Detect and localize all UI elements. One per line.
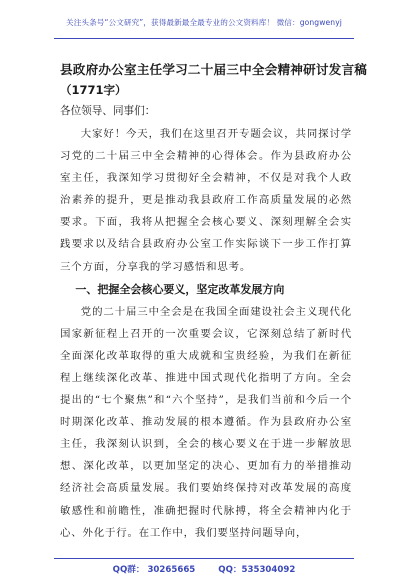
section-1-paragraph: 党的二十届三中全会是在我国全面建设社会主义现代化国家新征程上召开的一次重要会议，它深刻总结了新时代全面深化改革取得的重大成就和宝贵经验，为我们在新征程上继续深化改革、推进中国式现代化指明了方向。全会提出的“七个聚焦”和“六个坚持”，是我们当前和今后一个时期深化改革、推动发展的根本遵循。作为县政府办公室主任，我深刻认识到，全会的核心要义在于进一步解放思想、深化改革，以更加坚定的决心、更加有力的举措推动经济社会高质量发展。我们要始终保持对改革发展的高度敏感性和前瞻性，准确把握时代脉搏，将全会精神内化于心、外化于行。在工作中，我们要坚持问题导向， — [60, 305, 352, 539]
footer-qq-group: QQ群： 30265665 — [112, 565, 196, 575]
document-body — [60, 61, 368, 544]
header-divider — [54, 38, 354, 39]
document-title: 县政府办公室主任学习二十届三中全会精神研讨发言稿 — [60, 62, 368, 77]
footer-qq-number: QQ：535304092 — [218, 565, 296, 575]
header-promo-note: 关注头条号“公文研究”，获得最新最全最专业的公文资料库！ 微信：gongwenyj — [66, 18, 342, 27]
section-heading-1: 一、把握全会核心要义，坚定改革发展方向 — [75, 282, 285, 296]
footer-divider — [54, 558, 354, 559]
word-count: （1771字） — [60, 83, 127, 97]
greeting: 各位领导、同事们： — [60, 105, 156, 117]
intro-paragraph: 大家好！今天，我们在这里召开专题会议，共同探讨学习党的二十届三中全会精神的心得体会。作为县政府办公室主任，我深知学习贯彻好全会精神，不仅是对我个人政治素养的提升，更是推动我县政府工作高质量发展的必然要求。下面，我将从把握全会核心要义、深刻理解全会实践要求以及结合县政府办公室工作实际谈下一步工作打算三个方面，分享我的学习感悟和思考。 — [60, 128, 352, 273]
footer-contact — [0, 563, 408, 575]
